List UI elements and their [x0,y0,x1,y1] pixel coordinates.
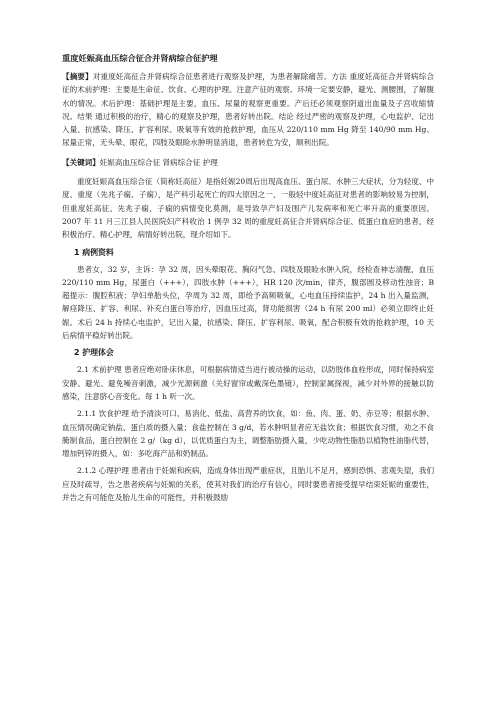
diet-nursing-paragraph: 2.1.1 饮食护理 给予清淡可口、易消化、低盐、高营养的饮食，如：鱼、肉、蛋、奶、赤豆等；根据水肿、血压情况确定钠盐、蛋白质的摄入量；食盐控制在 3 g/d，若水肿明显者应无盐饮食；根据饮食习惯，劝之不食腌制食品，蛋白控制在 2 g/（kg d），以优质蛋白为主，调整脂肪摄入量，少吃动物性脂肪以植物性油脂代替，增加钙锌的摄入，如：多吃海产品和奶制品。 [62,409,434,459]
document-page [62,52,434,504]
keywords-label: 【关键词】 [62,157,100,167]
abstract-paragraph [62,70,434,150]
keywords-text: 妊娠高血压综合征 肾病综合征 护理 [99,157,218,167]
document-title: 重度妊娠高血压综合征合并肾病综合征护理 [62,53,218,63]
abstract-label: 【摘要】 [62,72,93,81]
section-heading-case: 1 病例资料 [74,247,114,257]
abstract-text: 对重度妊高征合并肾病综合征患者进行观察及护理，为患者解除痛苦。方法 重度妊高征合并肾病综合征的术前护理：主要是生命征、饮食、心理的护理。注意产征的观察。环境一定要安静，避光、测腰围，了解腹水的情况。术后护理：基础护理是主要，血压、尿量的观察更重要。产后还必须观察阴道出血量及子宫收缩情况。结果 通过积极的治疗，精心的观察及护理，患者好转出院。结论 经过严密的观察及护理，心电监护、记出入量、抗感染、降压、扩容利尿、吸氧等有效的抢救护理，血压从 220/110 mm Hg 降至 140/90 mm Hg、尿量正常，无头晕、眼花，四肢及眼睑水肿明显消退，患者转危为安，顺利出院。 [62,72,434,148]
intro-paragraph: 重度妊娠高血压综合征（简称妊高征）是指妊娠20周后出现高血压、蛋白尿、水肿三大症状，分为轻度、中度、重度（先兆子痫、子痫），是产科引起死亡的四大原因之一，一般轻中度妊高征对患者的影响较易为控制，但重度妊高征、先兆子痫、子痫的病情变化莫测，是导致孕产妇及围产儿发病率和死亡率升高的重要原因。2007 年 11 月三江县人民医院妇产科收治 1 例孕 32 周的重度妊高征合并肾病综合征、低蛋白血症的患者，经积极治疗、精心护理，病情好转出院，现介绍如下。 [62,177,434,240]
case-paragraph: 患者女，32 岁，主诉：孕 32 周，因头晕眼花、胸闷气急、四肢及眼睑水肿入院，经检查神志清醒，血压 220/110 mm Hg，尿蛋白（+++），四肢水肿（+++），HR 120 次/min，律齐，腹部圆及移动性浊音；B 超提示：腹腔积液；孕妇单胎头位，孕周为 32 周，即给予高频吸氧，心电血压持续监护，24 h 出入量监测，解痉降压、扩容、利尿、补充白蛋白等治疗，因血压过高，肾功能损害（24 h 有尿 200 ml）必须立即终止妊娠。术后 24 h 持续心电监护，记出入量，抗感染、降压、扩容利尿、吸氧，配合积极有效的抢救护理，10 天后病情平稳好转出院。 [62,264,434,341]
keywords-paragraph [62,156,434,169]
preop-nursing-paragraph: 2.1 术前护理 患者应绝对卧床休息，可根据病情适当进行被动操的运动，以防肢体血栓形成，同时保持病室安静、避光、避免噪音刺激，减少光源刺激（关好窗帘或戴深色墨镜），控制家属探视，减少对外界的接触以防感染，注意脐心音变化。每 1 h 听一次。 [62,365,434,401]
psych-nursing-paragraph: 2.1.2 心理护理 患者由于妊娠和疾病，造成身体出现严重症状，且胎儿不足月，感到恐惧、悲观失望，我们应及时疏导，告之患者疾病与妊娠的关系，使其对我们的治疗有信心，同时要患者接受提早结束妊娠的重要性，并告之有可能危及胎儿生命的可能性，并积极鼓励 [62,466,434,503]
section-heading-nursing: 2 护理体会 [74,348,114,358]
